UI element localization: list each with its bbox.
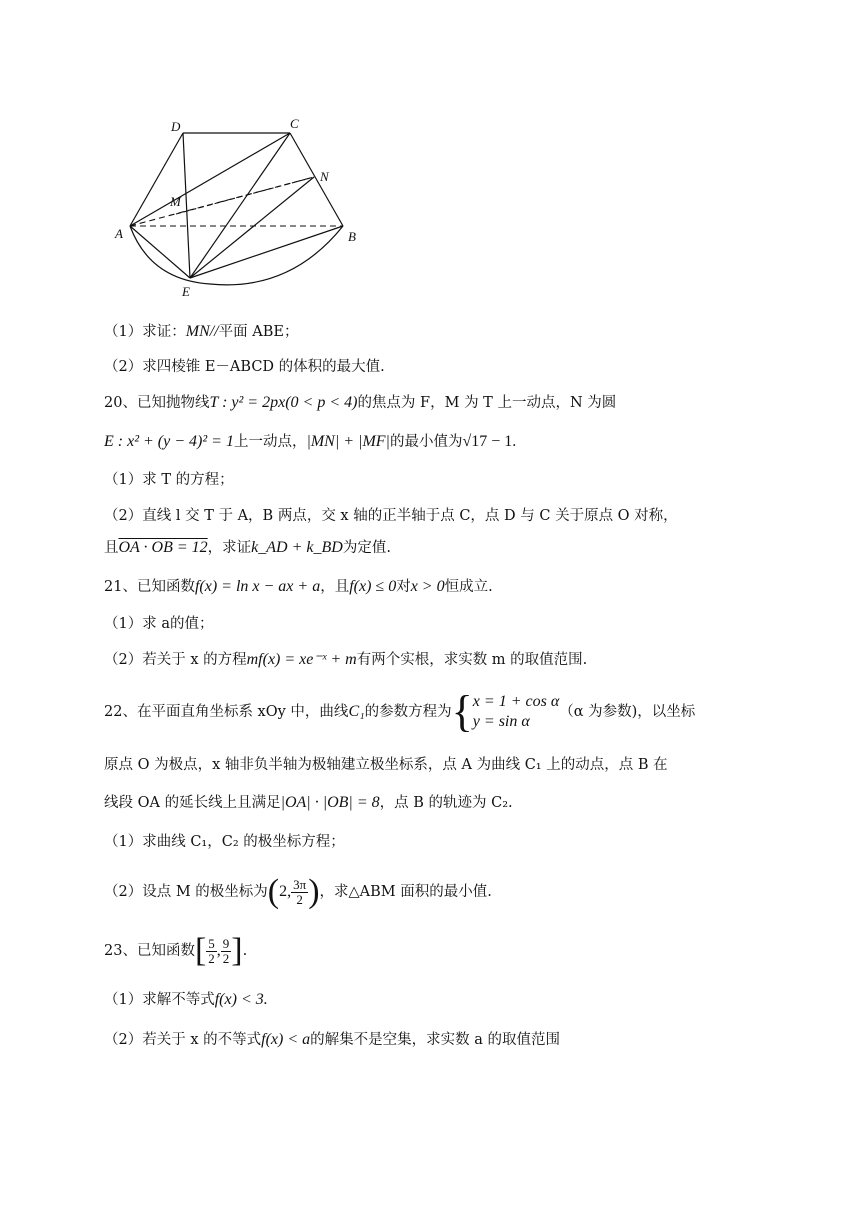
q20-part1: （1）求 T 的方程；: [104, 472, 234, 488]
q19-part1: （1）求证：MN//平面 ABE；: [104, 323, 299, 340]
label-D: D: [171, 119, 181, 134]
q21-line1: 21、已知函数f(x) = ln x − ax + a，且f(x) ≤ 0对x > 0恒成立.: [104, 578, 493, 595]
label-A: A: [115, 226, 123, 241]
q20-line2: E : x² + (y − 4)² = 1上一动点，|MN| + |MF|的最小值为√17 − 1.: [104, 433, 517, 450]
q22-part1: （1）求曲线 C₁，C₂ 的极坐标方程；: [104, 834, 345, 850]
q20-part2-cont: 且OA · OB = 12，求证k_AD + k_BD为定值.: [104, 539, 391, 556]
semicircle-arc: [130, 226, 343, 285]
q22-line3: 线段 OA 的延长线上且满足|OA| · |OB| = 8，点 B 的轨迹为 C₂.: [104, 794, 513, 811]
q21-part1: （1）求 a的值；: [104, 616, 214, 632]
q23-part2: （2）若关于 x 的不等式f(x) < a的解集不是空集，求实数 a 的取值范围: [104, 1031, 560, 1048]
q20-line1: 20、已知抛物线T : y² = 2px(0 < p < 4)的焦点为 F，M 为 T 上一动点，N 为圆: [104, 394, 617, 411]
q23-part1: （1）求解不等式f(x) < 3.: [104, 991, 268, 1008]
label-E: E: [182, 284, 190, 299]
label-B: B: [348, 229, 356, 244]
q22-line1: 22、在平面直角坐标系 xOy 中，曲线C₁的参数方程为{ x = 1 + cos α y = sin α （α 为参数)，以坐标: [104, 687, 696, 736]
label-N: N: [320, 169, 329, 184]
label-C: C: [290, 116, 299, 131]
label-M: M: [170, 194, 181, 209]
q21-part2: （2）若关于 x 的方程mf(x) = xe⁻ˣ + m有两个实根，求实数 m 的取值范围.: [104, 651, 588, 668]
q22-part2: （2）设点 M 的极坐标为(2, $\frac{3\pi}{2}$ )，求△ABM 面积的最小值.: [104, 873, 492, 910]
geometry-figure: [100, 110, 370, 305]
q23-line1: 23、已知函数[ $\frac{5}{2}$ , $\frac{9}{2}$ ].: [104, 932, 248, 969]
q22-line2: 原点 O 为极点，x 轴非负半轴为极轴建立极坐标系，点 A 为曲线 C₁ 上的动点，点 B 在: [104, 757, 668, 773]
q19-part2: （2）求四棱锥 E－ABCD 的体积的最大值.: [104, 359, 385, 375]
q20-part2: （2）直线 l 交 T 于 A，B 两点，交 x 轴的正半轴于点 C，点 D 与 C 关于原点 O 对称，: [104, 508, 678, 524]
